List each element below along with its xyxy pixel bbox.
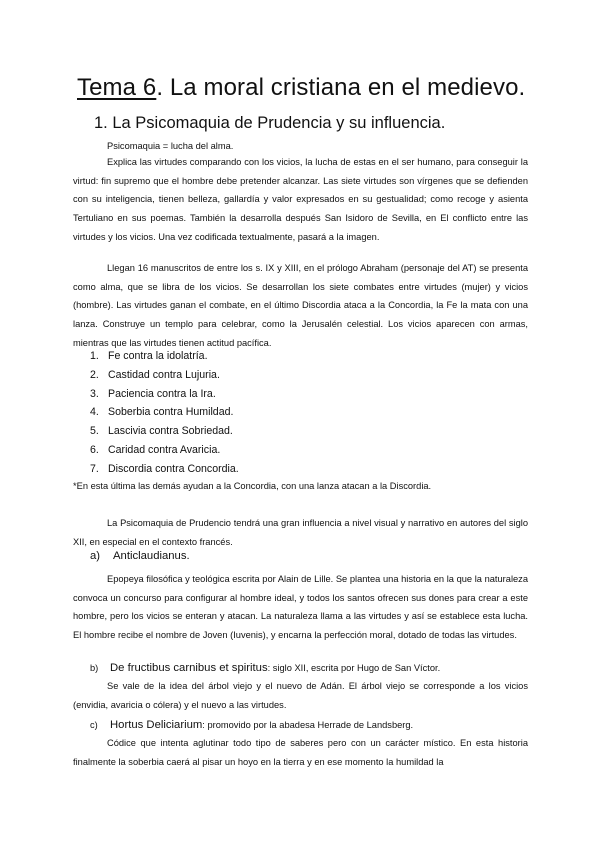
work-detail: : promovido por la abadesa Herrade de Landsberg. (202, 720, 414, 730)
section-heading: 1. La Psicomaquia de Prudencia y su influencia. (94, 114, 446, 132)
paragraph-text: Códice que intenta aglutinar todo tipo de saberes pero con un carácter místico. En esta historia finalmente la soberbia caerá al pisar un hoyo en la tierra y en ese momento la humildad la (73, 738, 528, 767)
paragraph-text: Epopeya filosófica y teológica escrita por Alain de Lille. Se plantea una historia en la que la naturaleza convoca un concurso para configurar al hombre ideal, y todos los santos ofrecen sus dones para crear a este hombre, pero los vicios se enteran y atacan. La naturaleza llama a las virtudes y así se establece esta lucha. El hombre recibe el nombre de Joven (Iuvenis), y encarna la perfección moral, dotado de todas las virtudes. (73, 574, 528, 641)
page-title (77, 74, 525, 102)
work-marker: c) (90, 720, 98, 730)
footnote: *En esta última las demás ayudan a la Concordia, con una lanza atacan a la Discordia. (73, 481, 432, 491)
list-item: 5. Lascivia contra Sobriedad. (90, 425, 233, 438)
list-item: 2. Castidad contra Lujuria. (90, 368, 220, 381)
paragraph-text: Llegan 16 manuscritos de entre los s. IX y XIII, en el prólogo Abraham (personaje del AT) se presenta como alma, que se libra de los vicios. Se desarrollan los siete combates entre virtudes (mujer) y vicios (hombre). Las virtudes ganan el combate, en el último Discordia ataca a la Concordia, la Fe la mata con una lanza. Construye un templo para celebrar, como la Jerusalén celestial. Los vicios aparecen con armas, mientras que las virtudes tienen actitud pacífica. (73, 263, 528, 348)
paragraph-text: La Psicomaquia de Prudencio tendrá una gran influencia a nivel visual y narrativo en autores del siglo XII, en especial en el contexto francés. (73, 518, 528, 547)
title-text: . La moral cristiana en el medievo. (156, 74, 526, 101)
work-heading-c (90, 715, 413, 733)
title-topic-number: Tema 6 (77, 74, 157, 101)
work-detail: : siglo XII, escrita por Hugo de San Víctor. (267, 663, 441, 673)
definition-line: Psicomaquia = lucha del alma. (107, 141, 234, 151)
paragraph-anticlaudianus (73, 570, 528, 645)
paragraph-text: Se vale de la idea del árbol viejo y el nuevo de Adán. El árbol viejo se corresponde a los vicios (envidia, avaricia o cólera) y el nuevo a las virtudes. (73, 681, 528, 710)
work-title: Anticlaudianus. (113, 550, 190, 562)
paragraph-de-fructibus (73, 677, 528, 714)
list-item: 1. Fe contra la idolatría. (90, 350, 208, 362)
work-title: Hortus Deliciarium (110, 719, 203, 731)
work-title: De fructibus carnibus et spiritus (110, 662, 268, 674)
list-item: 6. Caridad contra Avaricia. (90, 443, 221, 456)
paragraph-influence (73, 514, 528, 551)
list-item: 7. Discordia contra Concordia. (90, 462, 239, 475)
work-heading-a (90, 550, 190, 562)
combats-list (90, 347, 239, 479)
paragraph-virtues-explanation (73, 153, 528, 247)
work-heading-b (90, 658, 440, 676)
list-item: 4. Soberbia contra Humildad. (90, 406, 234, 419)
paragraph-manuscripts (73, 259, 528, 353)
paragraph-hortus (73, 734, 528, 771)
work-marker: a) (90, 550, 101, 562)
list-item: 3. Paciencia contra la Ira. (90, 387, 216, 400)
work-marker: b) (90, 663, 99, 673)
paragraph-text: Explica las virtudes comparando con los vicios, la lucha de estas en el ser humano, para conseguir la virtud: fin supremo que el hombre debe pretender alcanzar. Las siete virtudes son vírgenes que se defienden con su inteligencia, tienen belleza, gallardía y valor expresados en su gestualidad; como recoge y asienta Tertuliano en sus poemas. También la desarrolla después San Isidoro de Sevilla, en El conflicto entre las virtudes y los vicios. Una vez codificada textualmente, pasará a la imagen. (73, 157, 528, 242)
